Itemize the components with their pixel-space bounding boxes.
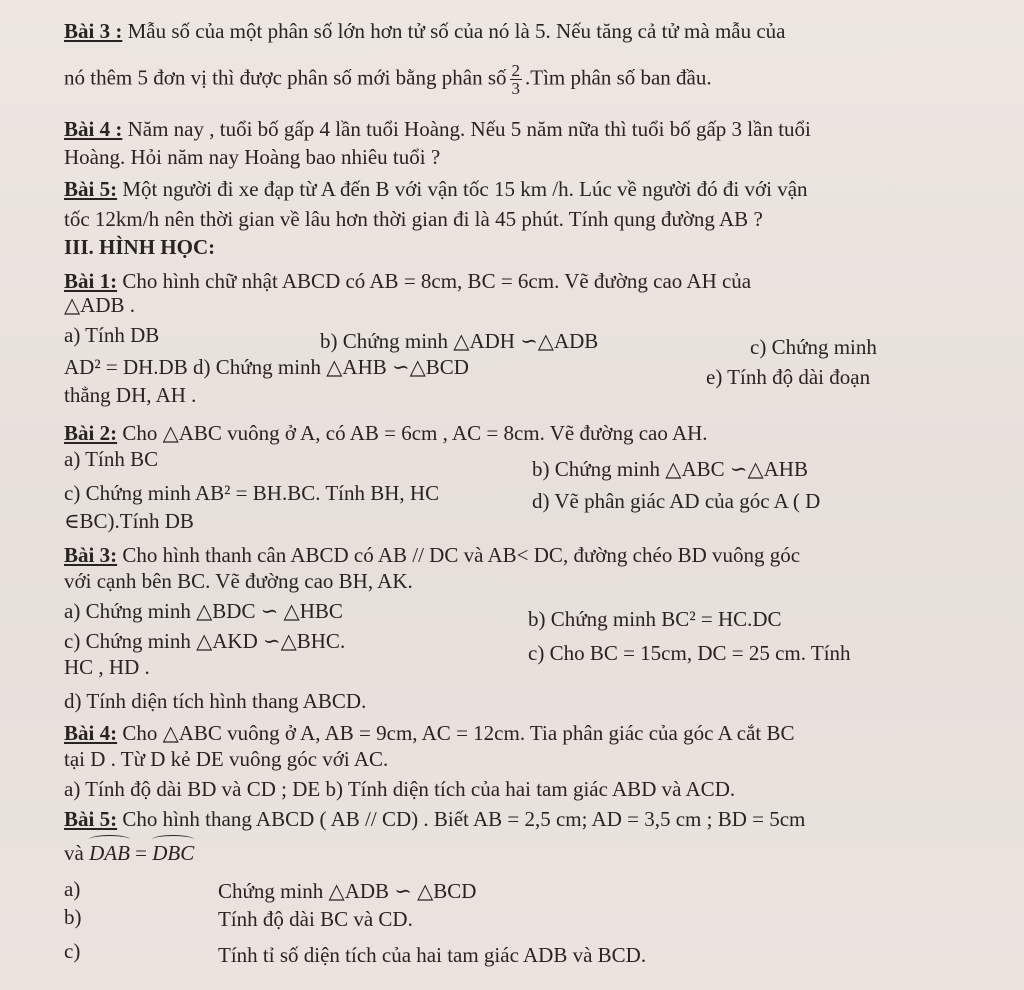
fraction-denominator: 3 (511, 79, 520, 98)
problem-label: Bài 5: (64, 177, 118, 201)
subquestion-1e: e) Tính độ dài đoạn (706, 365, 871, 389)
subquestion-3b: b) Chứng minh BC² = HC.DC (528, 607, 782, 631)
problem-label: Bài 2: (64, 421, 118, 445)
problem-4-line-1 (64, 116, 811, 142)
problem-4-line-2: Hoàng. Hỏi năm nay Hoàng bao nhiêu tuổi ? (64, 145, 441, 169)
problem-text: Cho △ABC vuông ở A, có AB = 6cm , AC = 8cm. Vẽ đường cao AH. (117, 421, 708, 445)
problem-text: Cho hình thang ABCD ( AB // CD) . Biết AB = 2,5 cm; AD = 3,5 cm ; BD = 5cm (117, 807, 806, 831)
section-heading-geometry: III. HÌNH HỌC: (64, 235, 216, 259)
geometry-problem-4-line-2: tại D . Từ D kẻ DE vuông góc với AC. (64, 747, 389, 771)
subquestion-4ab: a) Tính độ dài BD và CD ; DE b) Tính diện tích của hai tam giác ABD và ACD. (64, 777, 736, 801)
angle-dbc: DBC (152, 841, 195, 865)
subquestion-5b: Tính độ dài BC và CD. (218, 907, 413, 931)
problem-5-line-1 (64, 176, 808, 202)
problem-text: Năm nay , tuổi bố gấp 4 lần tuổi Hoàng. Nếu 5 năm nữa thì tuổi bố gấp 3 lần tuổi (122, 117, 811, 141)
geometry-problem-1-line-2: △ADB . (64, 293, 135, 317)
angle-dab: DAB (89, 841, 130, 865)
geometry-problem-2-line-1 (64, 420, 708, 446)
subquestion-3a: a) Chứng minh △BDC ∽ △HBC (64, 599, 343, 623)
subquestion-1c-1d: AD² = DH.DB d) Chứng minh △AHB ∽△BCD (64, 355, 469, 379)
problem-text: Cho △ABC vuông ở A, AB = 9cm, AC = 12cm. Tia phân giác của góc A cắt BC (117, 721, 795, 745)
subquestion-5b-label: b) (64, 905, 82, 929)
subquestion-3d: d) Tính diện tích hình thang ABCD. (64, 689, 367, 713)
problem-3-line-2 (64, 62, 712, 97)
subquestion-3c-cont: HC , HD . (64, 655, 150, 679)
geometry-problem-4-line-1 (64, 720, 795, 746)
problem-label: Bài 3 : (64, 19, 123, 43)
problem-text: Cho hình chữ nhật ABCD có AB = 8cm, BC = 6cm. Vẽ đường cao AH của (117, 269, 752, 293)
geometry-problem-5-line-1 (64, 806, 805, 832)
problem-text: và (64, 841, 84, 865)
geometry-problem-1-line-1 (64, 268, 751, 294)
subquestion-5c: Tính tỉ số diện tích của hai tam giác ADB và BCD. (218, 943, 647, 967)
subquestion-1a: a) Tính DB (64, 323, 160, 347)
problem-text: nó thêm 5 đơn vị thì được phân số mới bằng phân số (64, 65, 507, 90)
subquestion-2a: a) Tính BC (64, 447, 159, 471)
subquestion-2d: d) Vẽ phân giác AD của góc A ( D (532, 489, 821, 513)
subquestion-2b: b) Chứng minh △ABC ∽△AHB (532, 457, 808, 481)
fraction-two-thirds (510, 62, 523, 97)
problem-3-line-1 (64, 18, 786, 44)
subquestion-3c-second: c) Cho BC = 15cm, DC = 25 cm. Tính (528, 641, 851, 665)
problem-label: Bài 5: (64, 807, 118, 831)
problem-text: Một người đi xe đạp từ A đến B với vận tốc 15 km /h. Lúc về người đó đi với vận (117, 177, 808, 201)
problem-text: Cho hình thanh cân ABCD có AB // DC và AB< DC, đường chéo BD vuông góc (117, 543, 801, 567)
problem-label: Bài 4: (64, 721, 118, 745)
subquestion-1e-cont: thẳng DH, AH . (64, 383, 197, 407)
subquestion-5a: Chứng minh △ADB ∽ △BCD (218, 879, 477, 903)
subquestion-3c: c) Chứng minh △AKD ∽△BHC. (64, 629, 346, 653)
problem-5-line-2: tốc 12km/h nên thời gian về lâu hơn thời gian đi là 45 phút. Tính qung đường AB ? (64, 207, 763, 231)
problem-label: Bài 1: (64, 269, 118, 293)
subquestion-1b: b) Chứng minh △ADH ∽△ADB (320, 329, 599, 353)
subquestion-2c: c) Chứng minh AB² = BH.BC. Tính BH, HC (64, 481, 440, 505)
subquestion-5a-label: a) (64, 877, 81, 901)
geometry-problem-3-line-1 (64, 542, 800, 568)
problem-text: .Tìm phân số ban đầu. (525, 65, 712, 90)
subquestion-5c-label: c) (64, 939, 81, 963)
geometry-problem-3-line-2: với cạnh bên BC. Vẽ đường cao BH, AK. (64, 569, 413, 593)
subquestion-1c: c) Chứng minh (750, 335, 877, 359)
problem-label: Bài 3: (64, 543, 118, 567)
subquestion-2d-cont: ∈BC).Tính DB (64, 509, 194, 533)
problem-label: Bài 4 : (64, 117, 123, 141)
fraction-numerator: 2 (511, 61, 520, 80)
equals-sign: = (135, 841, 147, 865)
problem-text: Mẫu số của một phân số lớn hơn tử số của nó là 5. Nếu tăng cả tử mà mẫu của (122, 19, 786, 43)
geometry-problem-5-line-2 (64, 840, 194, 866)
